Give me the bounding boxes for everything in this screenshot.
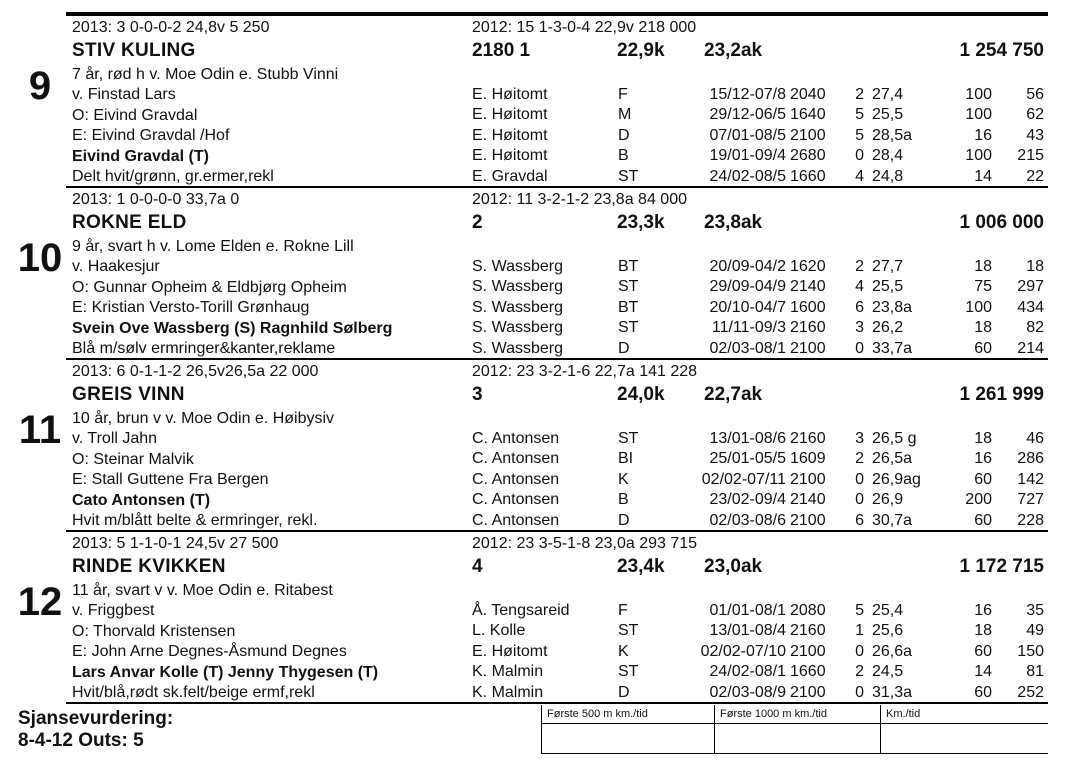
chance-assessment-title: Sjansevurdering: (18, 708, 174, 729)
start-driver: S. Wassberg (472, 319, 563, 336)
start-place: 6 (855, 299, 864, 316)
start-place: 0 (855, 340, 864, 357)
start-odds: 252 (1017, 684, 1044, 701)
horse-name: STIV KULING (72, 40, 196, 61)
start-odds: 49 (1026, 622, 1044, 639)
start-dist: 2160 (790, 319, 826, 336)
owner: O: Eivind Gravdal (72, 107, 198, 124)
start-purse: 100 (965, 86, 992, 103)
start-dist: 1600 (790, 299, 826, 316)
start-time: 24,5 (872, 663, 904, 680)
stats-2012: 2012: 15 1-3-0-4 22,9v 218 000 (472, 19, 697, 36)
start-time: 33,7a (872, 340, 913, 357)
header-km-time: Km./tid (886, 708, 921, 720)
start-place: 0 (855, 471, 864, 488)
start-date: 25/01-05/5 (709, 450, 786, 467)
start-purse: 16 (974, 127, 992, 144)
start-date: 11/11-09/3 (711, 319, 786, 336)
start-driver: Å. Tengsareid (472, 602, 570, 619)
start-purse: 14 (974, 663, 992, 680)
start-place: 6 (855, 512, 864, 529)
start-date: 02/03-08/6 (709, 512, 786, 529)
driver-name: Cato Antonsen (T) (72, 492, 211, 509)
start-place: 2 (855, 258, 864, 275)
start-place: 2 (855, 450, 864, 467)
start-driver: E. Høitomt (472, 643, 548, 660)
driver-name: Lars Anvar Kolle (T) Jenny Thygesen (T) (72, 664, 379, 681)
start-number: 12 (17, 580, 63, 624)
start-track: K (618, 471, 629, 488)
owner: O: Gunnar Opheim & Eldbjørg Opheim (72, 279, 347, 296)
stats-2012: 2012: 23 3-2-1-6 22,7a 141 228 (472, 363, 698, 380)
start-track: ST (618, 319, 639, 336)
start-time: 25,5 (872, 106, 904, 123)
driver-name: Eivind Gravdal (T) (72, 148, 209, 165)
start-odds: 297 (1017, 278, 1044, 295)
start-place: 0 (855, 147, 864, 164)
breeder: v. Troll Jahn (72, 430, 158, 447)
start-place: 2 (855, 86, 864, 103)
start-purse: 18 (974, 258, 992, 275)
start-place: 5 (855, 127, 864, 144)
start-date: 02/02-07/10 (700, 643, 786, 660)
start-odds: 142 (1017, 471, 1044, 488)
total-earnings: 1 261 999 (959, 384, 1044, 405)
horse-description: 11 år, svart v v. Moe Odin e. Ritabest (72, 582, 333, 599)
record-auto: 23,2ak (704, 40, 763, 61)
start-dist: 2160 (790, 430, 826, 447)
start-odds: 215 (1017, 147, 1044, 164)
start-date: 02/03-08/9 (709, 684, 786, 701)
start-driver: E. Høitomt (472, 127, 548, 144)
start-purse: 60 (974, 340, 992, 357)
record-auto: 23,0ak (704, 556, 763, 577)
start-odds: 82 (1026, 319, 1044, 336)
table-border (880, 705, 881, 753)
start-time: 26,5 g (872, 430, 917, 447)
start-place: 4 (855, 168, 864, 185)
record-km: 24,0k (617, 384, 665, 405)
chance-assessment-picks: 8-4-12 Outs: 5 (18, 730, 144, 751)
start-time: 26,6a (872, 643, 913, 660)
start-driver: K. Malmin (472, 684, 544, 701)
distance-track: 3 (472, 384, 483, 405)
start-driver: S. Wassberg (472, 258, 563, 275)
start-driver: C. Antonsen (472, 450, 560, 467)
start-time: 30,7a (872, 512, 913, 529)
entry-separator (66, 358, 1048, 360)
start-track: D (618, 340, 630, 357)
start-time: 25,4 (872, 602, 904, 619)
distance-track: 2 (472, 212, 483, 233)
start-purse: 100 (965, 106, 992, 123)
start-time: 26,9 (872, 491, 904, 508)
start-purse: 16 (974, 450, 992, 467)
start-purse: 60 (974, 471, 992, 488)
start-place: 0 (855, 643, 864, 660)
start-date: 13/01-08/4 (709, 622, 786, 639)
start-odds: 22 (1026, 168, 1044, 185)
start-place: 5 (855, 602, 864, 619)
entry-separator (66, 702, 1048, 704)
start-dist: 2080 (790, 602, 826, 619)
start-date: 07/01-08/5 (709, 127, 786, 144)
start-dist: 1660 (790, 663, 826, 680)
start-date: 29/09-04/9 (709, 278, 786, 295)
horse-entry (0, 18, 1065, 190)
start-track: B (618, 147, 629, 164)
start-number: 11 (18, 408, 62, 452)
start-purse: 14 (974, 168, 992, 185)
start-track: K (618, 643, 629, 660)
horse-description: 9 år, svart h v. Lome Elden e. Rokne Lill (72, 238, 354, 255)
stats-2012: 2012: 23 3-5-1-8 23,0a 293 715 (472, 535, 698, 552)
table-divider (541, 723, 1048, 724)
start-purse: 200 (965, 491, 992, 508)
horse-name: GREIS VINN (72, 384, 185, 405)
horse-description: 10 år, brun v v. Moe Odin e. Høibysiv (72, 410, 335, 427)
record-auto: 22,7ak (704, 384, 763, 405)
racing-colors: Blå m/sølv ermringer&kanter,reklame (72, 340, 336, 357)
start-date: 24/02-08/1 (709, 663, 786, 680)
start-place: 1 (855, 622, 864, 639)
horse-entry (0, 534, 1065, 706)
stats-2013: 2013: 5 1-1-0-1 24,5v 27 500 (72, 535, 279, 552)
total-earnings: 1 006 000 (959, 212, 1044, 233)
start-time: 27,4 (872, 86, 904, 103)
start-track: ST (618, 430, 639, 447)
start-dist: 1609 (790, 450, 826, 467)
start-purse: 18 (974, 622, 992, 639)
start-time: 27,7 (872, 258, 904, 275)
start-time: 26,2 (872, 319, 904, 336)
trainer-stable: E: Eivind Gravdal /Hof (72, 127, 230, 144)
start-odds: 81 (1026, 663, 1044, 680)
start-dist: 2100 (790, 471, 826, 488)
distance-track: 4 (472, 556, 483, 577)
start-driver: E. Gravdal (472, 168, 548, 185)
record-km: 23,3k (617, 212, 665, 233)
start-track: BI (618, 450, 634, 467)
table-border (714, 705, 715, 753)
record-auto: 23,8ak (704, 212, 763, 233)
start-dist: 2160 (790, 622, 826, 639)
start-date: 01/01-08/1 (709, 602, 786, 619)
start-dist: 2140 (790, 278, 826, 295)
start-driver: C. Antonsen (472, 430, 560, 447)
start-dist: 2100 (790, 340, 826, 357)
start-dist: 1660 (790, 168, 826, 185)
start-date: 19/01-09/4 (709, 147, 786, 164)
racing-colors: Delt hvit/grønn, gr.ermer,rekl (72, 168, 274, 185)
start-purse: 16 (974, 602, 992, 619)
start-odds: 35 (1026, 602, 1044, 619)
start-driver: K. Malmin (472, 663, 544, 680)
start-dist: 2100 (790, 643, 826, 660)
time-notes-table (541, 705, 1048, 754)
start-date: 29/12-06/5 (709, 106, 786, 123)
start-place: 5 (855, 106, 864, 123)
start-purse: 75 (974, 278, 992, 295)
start-time: 26,5a (872, 450, 913, 467)
start-date: 13/01-08/6 (709, 430, 786, 447)
start-driver: L. Kolle (472, 622, 526, 639)
start-track: B (618, 491, 629, 508)
start-purse: 100 (965, 147, 992, 164)
trainer-stable: E: Stall Guttene Fra Bergen (72, 471, 269, 488)
stats-2013: 2013: 6 0-1-1-2 26,5v26,5a 22 000 (72, 363, 319, 380)
start-purse: 18 (974, 430, 992, 447)
start-odds: 56 (1026, 86, 1044, 103)
start-driver: C. Antonsen (472, 512, 560, 529)
horse-entry (0, 362, 1065, 534)
start-number: 9 (28, 64, 52, 108)
header-first-500m: Første 500 m km./tid (547, 708, 648, 720)
start-time: 25,5 (872, 278, 904, 295)
start-track: BT (618, 258, 639, 275)
stats-2013: 2013: 1 0-0-0-0 33,7a 0 (72, 191, 240, 208)
stats-2013: 2013: 3 0-0-0-2 24,8v 5 250 (72, 19, 270, 36)
horse-description: 7 år, rød h v. Moe Odin e. Stubb Vinni (72, 66, 339, 83)
start-time: 23,8a (872, 299, 913, 316)
start-place: 2 (855, 663, 864, 680)
start-track: ST (618, 278, 639, 295)
start-track: ST (618, 663, 639, 680)
start-date: 24/02-08/5 (709, 168, 786, 185)
entry-separator (66, 186, 1048, 188)
start-time: 26,9ag (872, 471, 921, 488)
start-odds: 434 (1017, 299, 1044, 316)
start-purse: 100 (965, 299, 992, 316)
start-date: 23/02-09/4 (709, 491, 786, 508)
start-dist: 2040 (790, 86, 826, 103)
breeder: v. Finstad Lars (72, 86, 176, 103)
start-odds: 150 (1017, 643, 1044, 660)
stats-2012: 2012: 11 3-2-1-2 23,8a 84 000 (472, 191, 687, 208)
start-dist: 2140 (790, 491, 826, 508)
start-odds: 214 (1017, 340, 1044, 357)
start-odds: 43 (1026, 127, 1044, 144)
start-date: 15/12-07/8 (709, 86, 786, 103)
trainer-stable: E: Kristian Versto-Torill Grønhaug (72, 299, 310, 316)
start-driver: S. Wassberg (472, 299, 563, 316)
start-driver: C. Antonsen (472, 491, 560, 508)
start-odds: 62 (1026, 106, 1044, 123)
start-time: 25,6 (872, 622, 904, 639)
record-km: 22,9k (617, 40, 665, 61)
start-driver: S. Wassberg (472, 340, 563, 357)
start-track: D (618, 684, 630, 701)
start-time: 28,4 (872, 147, 904, 164)
start-track: BT (618, 299, 639, 316)
start-track: M (618, 106, 632, 123)
total-earnings: 1 172 715 (959, 556, 1044, 577)
start-place: 0 (855, 684, 864, 701)
start-purse: 18 (974, 319, 992, 336)
start-date: 20/10-04/7 (709, 299, 786, 316)
start-driver: E. Høitomt (472, 106, 548, 123)
start-purse: 60 (974, 684, 992, 701)
start-driver: E. Høitomt (472, 147, 548, 164)
start-place: 3 (855, 430, 864, 447)
horse-entry (0, 190, 1065, 362)
horse-name: ROKNE ELD (72, 212, 187, 233)
start-odds: 727 (1017, 491, 1044, 508)
start-dist: 2100 (790, 684, 826, 701)
breeder: v. Haakesjur (72, 258, 160, 275)
total-earnings: 1 254 750 (959, 40, 1044, 61)
start-place: 0 (855, 491, 864, 508)
start-track: ST (618, 622, 639, 639)
owner: O: Steinar Malvik (72, 451, 194, 468)
header-first-1000m: Første 1000 m km./tid (720, 708, 827, 720)
start-odds: 18 (1026, 258, 1044, 275)
record-km: 23,4k (617, 556, 665, 577)
horse-name: RINDE KVIKKEN (72, 556, 226, 577)
racing-colors: Hvit/blå,rødt sk.felt/beige ermf,rekl (72, 684, 315, 701)
breeder: v. Friggbest (72, 602, 155, 619)
driver-name: Svein Ove Wassberg (S) Ragnhild Sølberg (72, 320, 393, 337)
racing-colors: Hvit m/blått belte & ermringer, rekl. (72, 512, 318, 529)
start-dist: 1620 (790, 258, 826, 275)
start-odds: 228 (1017, 512, 1044, 529)
start-date: 02/03-08/1 (709, 340, 786, 357)
start-dist: 2100 (790, 512, 826, 529)
top-rule (66, 12, 1048, 16)
start-driver: C. Antonsen (472, 471, 560, 488)
entry-separator (66, 530, 1048, 532)
start-time: 31,3a (872, 684, 913, 701)
start-time: 28,5a (872, 127, 913, 144)
start-purse: 60 (974, 643, 992, 660)
trainer-stable: E: John Arne Degnes-Åsmund Degnes (72, 643, 347, 660)
distance-track: 2180 1 (472, 40, 531, 61)
start-track: ST (618, 168, 639, 185)
start-dist: 1640 (790, 106, 826, 123)
start-purse: 60 (974, 512, 992, 529)
owner: O: Thorvald Kristensen (72, 623, 236, 640)
start-track: D (618, 512, 630, 529)
start-dist: 2680 (790, 147, 826, 164)
start-track: D (618, 127, 630, 144)
start-date: 20/09-04/2 (709, 258, 786, 275)
start-driver: S. Wassberg (472, 278, 563, 295)
start-odds: 286 (1017, 450, 1044, 467)
start-place: 3 (855, 319, 864, 336)
table-border (541, 705, 542, 753)
start-track: F (618, 86, 628, 103)
start-date: 02/02-07/11 (701, 471, 786, 488)
start-track: F (618, 602, 628, 619)
start-place: 4 (855, 278, 864, 295)
start-odds: 46 (1026, 430, 1044, 447)
start-dist: 2100 (790, 127, 826, 144)
start-time: 24,8 (872, 168, 904, 185)
start-number: 10 (17, 236, 63, 280)
start-driver: E. Høitomt (472, 86, 548, 103)
